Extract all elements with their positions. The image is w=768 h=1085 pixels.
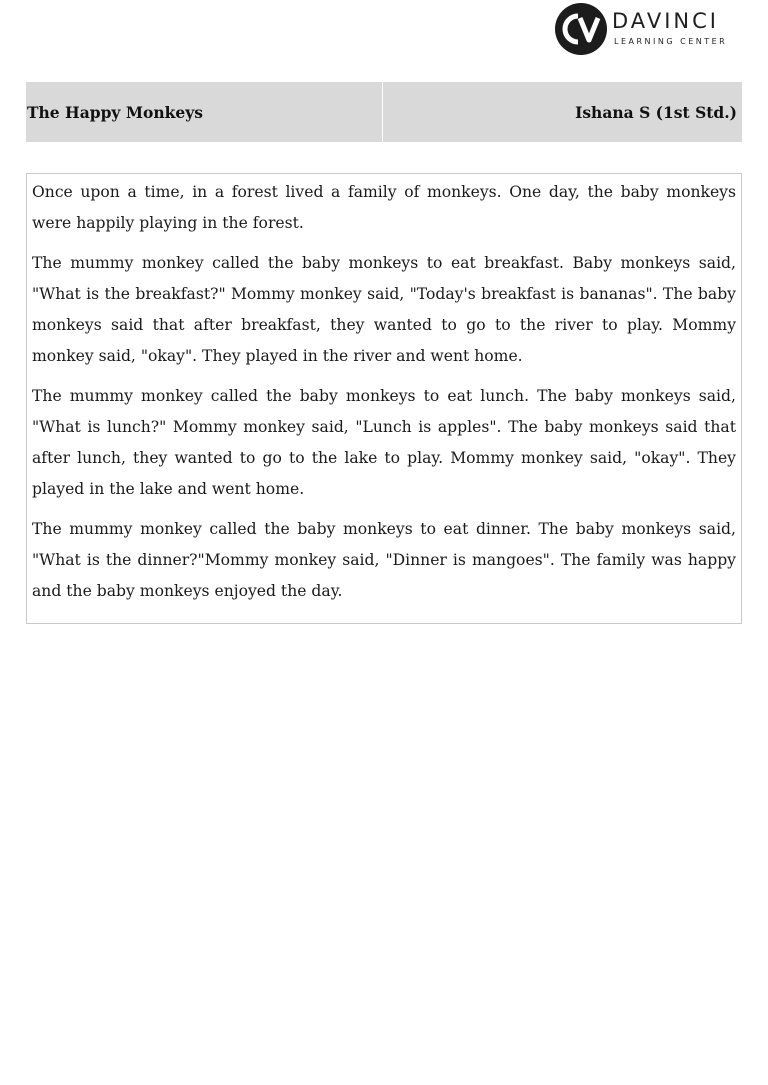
story-title: The Happy Monkeys <box>26 82 383 142</box>
logo-name: DAVINCI <box>612 9 719 33</box>
title-bar <box>26 82 742 142</box>
story-body <box>26 173 742 624</box>
story-paragraph: The mummy monkey called the baby monkeys to eat dinner. The baby monkeys said, "What is the dinner?"Mommy monkey said, "Dinner is mangoes". The family was happy and the baby monkeys enjoyed the day. <box>32 520 736 600</box>
davinci-monogram-icon <box>554 2 608 56</box>
logo-subtitle: LEARNING CENTER <box>614 37 728 46</box>
story-paragraph: The mummy monkey called the baby monkeys to eat lunch. The baby monkeys said, "What is lunch?" Mommy monkey said, "Lunch is apples". The baby monkeys said that after lunch, they wanted to go to the lake to play. Mommy monkey said, "okay". They played in the lake and went home. <box>32 387 736 498</box>
story-paragraph: The mummy monkey called the baby monkeys to eat breakfast. Baby monkeys said, "What is the breakfast?" Mommy monkey said, "Today's breakfast is bananas". The baby monkeys said that after breakfast, they wanted to go to the river to play. Mommy monkey said, "okay". They played in the river and went home. <box>32 254 736 365</box>
davinci-logo <box>554 2 744 58</box>
story-paragraph: Once upon a time, in a forest lived a family of monkeys. One day, the baby monkeys were happily playing in the forest. <box>32 183 736 232</box>
story-author: Ishana S (1st Std.) <box>383 82 742 142</box>
